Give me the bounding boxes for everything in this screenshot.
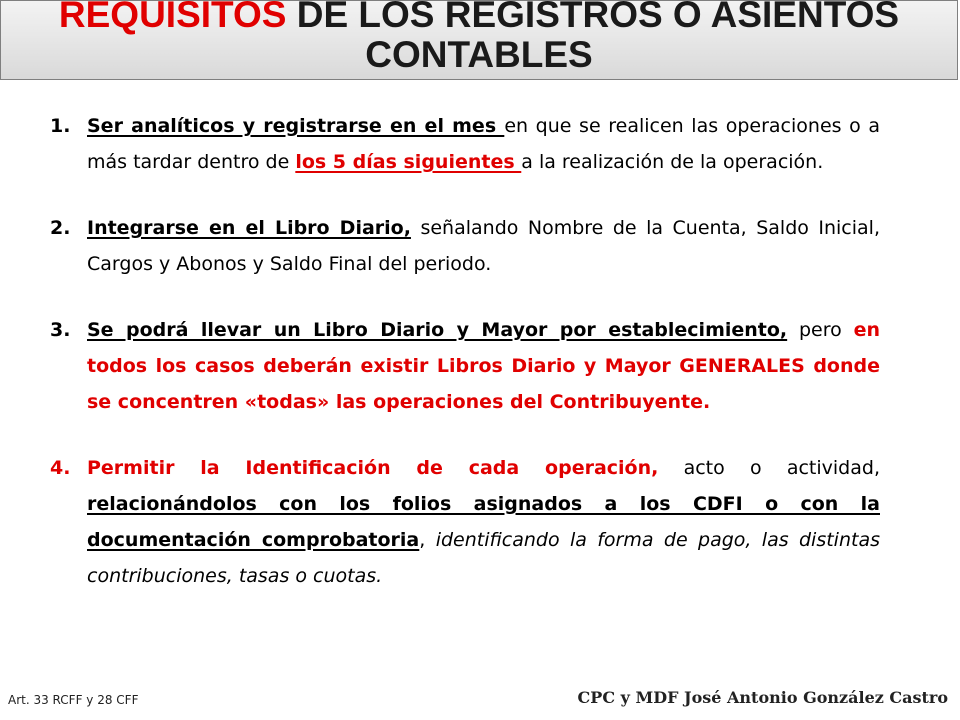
item-2-body: señalando Nombre de la Cuenta, Saldo Inicial, Cargos y Abonos y Saldo Final del periodo. [87,217,880,275]
item-number: 2. [50,217,71,239]
item-text [87,210,880,282]
list-item [50,210,880,282]
item-number: 4. [50,457,71,479]
item-4-body: acto o actividad, [658,457,880,479]
item-1-lead: Ser analíticos y registrarse en el mes [87,115,505,137]
title-bar [0,0,958,80]
item-text [87,108,880,180]
footer-author: CPC y MDF José Antonio González Castro [577,688,948,707]
item-3-highlight: en todos los casos deberán existir Libros Diario y Mayor GENERALES donde se concentren «todas» las operaciones del Contribuyente. [87,319,880,413]
item-2-lead: Integrarse en el Libro Diario, [87,217,411,239]
list-item [50,312,880,420]
item-1-highlight: los 5 días siguientes [295,151,522,173]
title-line-2: CONTABLES [365,34,593,75]
item-text [87,450,880,594]
item-3-body: pero [787,319,854,341]
item-4-comma: , [419,529,436,551]
item-number: 1. [50,115,71,137]
item-1-body: en que se realicen las operaciones o a más tardar dentro de [87,115,880,173]
requirements-list [50,108,880,624]
item-4-lead: Permitir la Identificación de cada operación, [87,457,659,479]
title-rest: DE LOS REGISTROS O ASIENTOS [286,0,900,35]
item-3-lead: Se podrá llevar un Libro Diario y Mayor por establecimiento, [87,319,788,341]
item-number: 3. [50,319,71,341]
item-text [87,312,880,420]
footer-reference: Art. 33 RCFF y 28 CFF [8,693,139,707]
item-4-italic: identificando la forma de pago, las distintas contribuciones, tasas o cuotas. [87,529,880,587]
title-accent: REQUISITOS [58,0,287,35]
list-item [50,108,880,180]
title-line-1 [1,0,957,35]
list-item [50,450,880,594]
item-4-underlined: relacionándolos con los folios asignados a los CDFI o con la documentación comprobatoria [87,493,880,551]
item-1-tail: a la realización de la operación. [521,151,824,173]
